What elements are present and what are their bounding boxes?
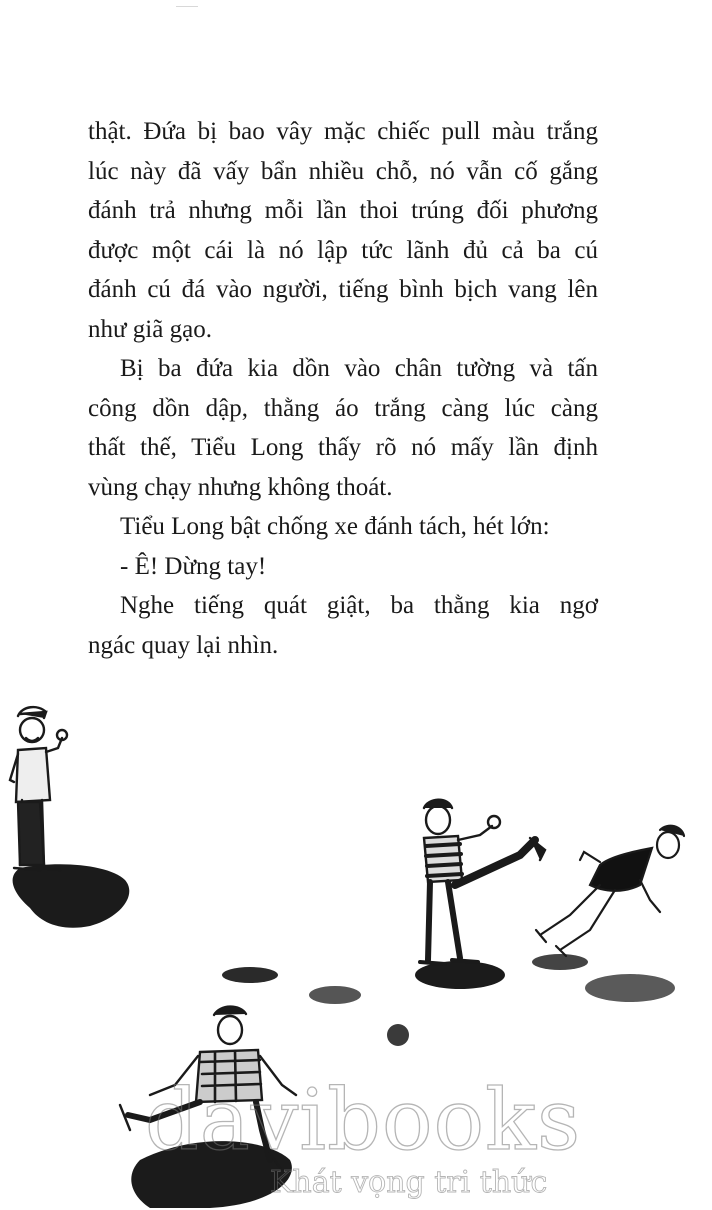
dialogue-line: - Ê! Dừng tay! (120, 552, 267, 580)
text-line: thật. Đứa bị bao vây mặc chiếc pull màu trắng (88, 118, 598, 145)
story-text (88, 112, 598, 665)
text-line: công dồn dập, thằng áo trắng càng lúc càng (88, 394, 598, 422)
paragraph-3 (88, 507, 598, 547)
text-line: đánh trả nhưng mỗi lần thoi trúng đối phương (88, 197, 598, 224)
kicking-boy-icon (420, 800, 545, 964)
paragraph-4-dialogue (88, 547, 598, 587)
text-line: như giã gạo. (88, 315, 212, 343)
text-line: lúc này đã vấy bẩn nhiều chỗ, nó vẫn cố gắng (88, 157, 598, 185)
watermark-tagline: Khát vọng tri thức (270, 1165, 548, 1200)
falling-boy-icon (536, 826, 684, 956)
page-top-mark (176, 6, 198, 7)
text-line: thất thế, Tiểu Long thấy rõ nó mấy lần định (88, 434, 598, 461)
text-line: vùng chạy nhưng không thoát. (88, 473, 393, 501)
text-line: được một cái là nó lập tức lãnh đủ cả ba cú (88, 236, 598, 264)
text-line: đánh cú đá vào người, tiếng bình bịch vang lên (88, 276, 598, 303)
text-line: Tiểu Long bật chống xe đánh tách, hét lớn: (120, 513, 550, 540)
text-line: Nghe tiếng quát giật, ba thằng kia ngơ (120, 592, 598, 619)
standing-boy-icon (10, 707, 67, 870)
paragraph-1 (88, 112, 598, 349)
watermark-logo: davibooks (145, 1071, 582, 1169)
text-line: ngác quay lại nhìn. (88, 631, 279, 659)
paragraph-2 (88, 349, 598, 507)
text-line: Bị ba đứa kia dồn vào chân tường và tấn (120, 355, 598, 382)
paragraph-5 (88, 586, 598, 665)
